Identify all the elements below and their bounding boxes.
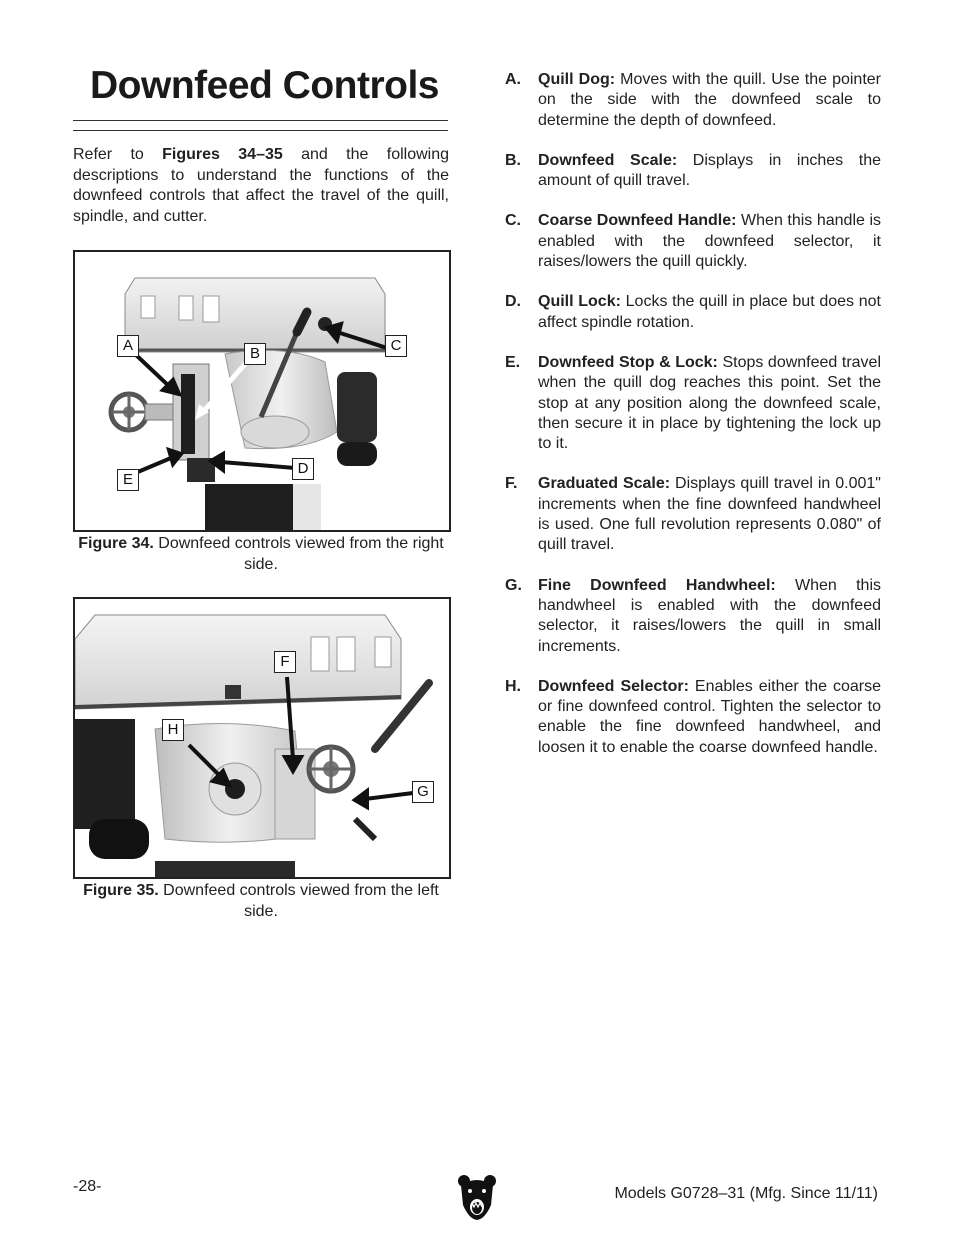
definition-text: Stops downfeed travel when the quill dog reaches this point. Set the stop at any position along the downfeed scale, then secure it in place by tightening the lock up to it. xyxy=(538,353,881,453)
definition-letter: H. xyxy=(505,677,521,695)
definition-text: Displays in inches the amount of quill travel. xyxy=(538,151,881,190)
figure-34-caption-text: Downfeed controls viewed from the right side. xyxy=(153,535,444,573)
figure-35-caption-text: Downfeed controls viewed from the left side. xyxy=(158,882,439,920)
definition-item-downfeed-selector xyxy=(505,677,881,758)
definition-item-quill-dog xyxy=(505,70,881,131)
definition-text: When this handle is enabled with the downfeed selector, it raises/lowers the quill quickly. xyxy=(538,212,881,271)
figure-35-caption xyxy=(73,880,449,922)
definition-term: Graduated Scale: xyxy=(538,475,671,493)
definition-text: Locks the quill in place but does not affect spindle rotation. xyxy=(538,293,881,331)
definition-text: Enables either the coarse or fine downfeed control. Tighten the selector to enable the fine downfeed handwheel, and loosen it to enable the coarse downfeed handle. xyxy=(538,677,882,756)
figure-34-caption-label: Figure 34. xyxy=(78,535,154,552)
callout-label-h: H xyxy=(162,719,184,741)
definition-term: Downfeed Stop & Lock: xyxy=(538,353,718,371)
callout-label-c: C xyxy=(385,335,407,357)
mill-head-left-side-photo xyxy=(75,599,449,877)
callout-label-e: E xyxy=(117,469,139,491)
definition-text: Displays quill travel in 0.001" increments when the fine downfeed handwheel is used. One full revolution represents 0.080" of quill travel. xyxy=(538,475,881,554)
definition-term: Quill Lock: xyxy=(538,293,621,311)
definition-term: Downfeed Scale: xyxy=(538,151,678,169)
callout-label-d: D xyxy=(292,458,314,480)
intro-figure-reference: Figures 34–35 xyxy=(162,146,283,163)
definition-item-coarse-downfeed-handle xyxy=(505,211,881,272)
title-rule-top xyxy=(73,120,448,121)
callout-label-b: B xyxy=(244,343,266,365)
definition-item-graduated-scale xyxy=(505,474,881,555)
definition-letter: C. xyxy=(505,212,521,230)
callout-label-g: G xyxy=(412,781,434,803)
definition-item-downfeed-stop-lock xyxy=(505,353,881,454)
definition-list xyxy=(505,70,881,778)
callout-label-f: F xyxy=(274,651,296,673)
definition-letter: A. xyxy=(505,71,521,88)
definition-text: Moves with the quill. Use the pointer on the side with the downfeed scale to determine the depth of downfeed. xyxy=(538,71,881,129)
page-title: Downfeed Controls xyxy=(90,64,439,107)
definition-letter: B. xyxy=(505,151,521,169)
title-rule-bottom xyxy=(73,130,448,131)
definition-term: Coarse Downfeed Handle: xyxy=(538,212,737,230)
definition-letter: D. xyxy=(505,293,521,311)
definition-item-fine-downfeed-handwheel xyxy=(505,576,881,657)
figure-35-caption-label: Figure 35. xyxy=(83,882,159,899)
figure-34-caption xyxy=(73,533,449,575)
figure-35-photo xyxy=(73,597,451,879)
intro-paragraph xyxy=(73,145,449,227)
definition-item-quill-lock xyxy=(505,292,881,333)
definition-term: Fine Downfeed Handwheel: xyxy=(538,576,776,594)
page-number: -28- xyxy=(73,1178,102,1195)
definition-letter: G. xyxy=(505,576,522,594)
definition-item-downfeed-scale xyxy=(505,151,881,192)
footer-models: Models G0728–31 (Mfg. Since 11/11) xyxy=(614,1185,878,1202)
intro-text-before: Refer to xyxy=(73,146,163,163)
definition-text: When this handwheel is enabled with the downfeed selector, it raises/lowers the quill in small increments. xyxy=(538,576,881,655)
definition-term: Downfeed Selector: xyxy=(538,677,689,695)
intro-text-after: and the following descriptions to understand the functions of the downfeed controls that affect the travel of the quill, spindle, and cutter. xyxy=(73,146,450,225)
definition-letter: E. xyxy=(505,353,521,371)
definition-term: Quill Dog: xyxy=(538,71,616,88)
callout-label-a: A xyxy=(117,335,139,357)
bear-head-logo-icon xyxy=(457,1173,497,1226)
definition-letter: F. xyxy=(505,475,518,493)
